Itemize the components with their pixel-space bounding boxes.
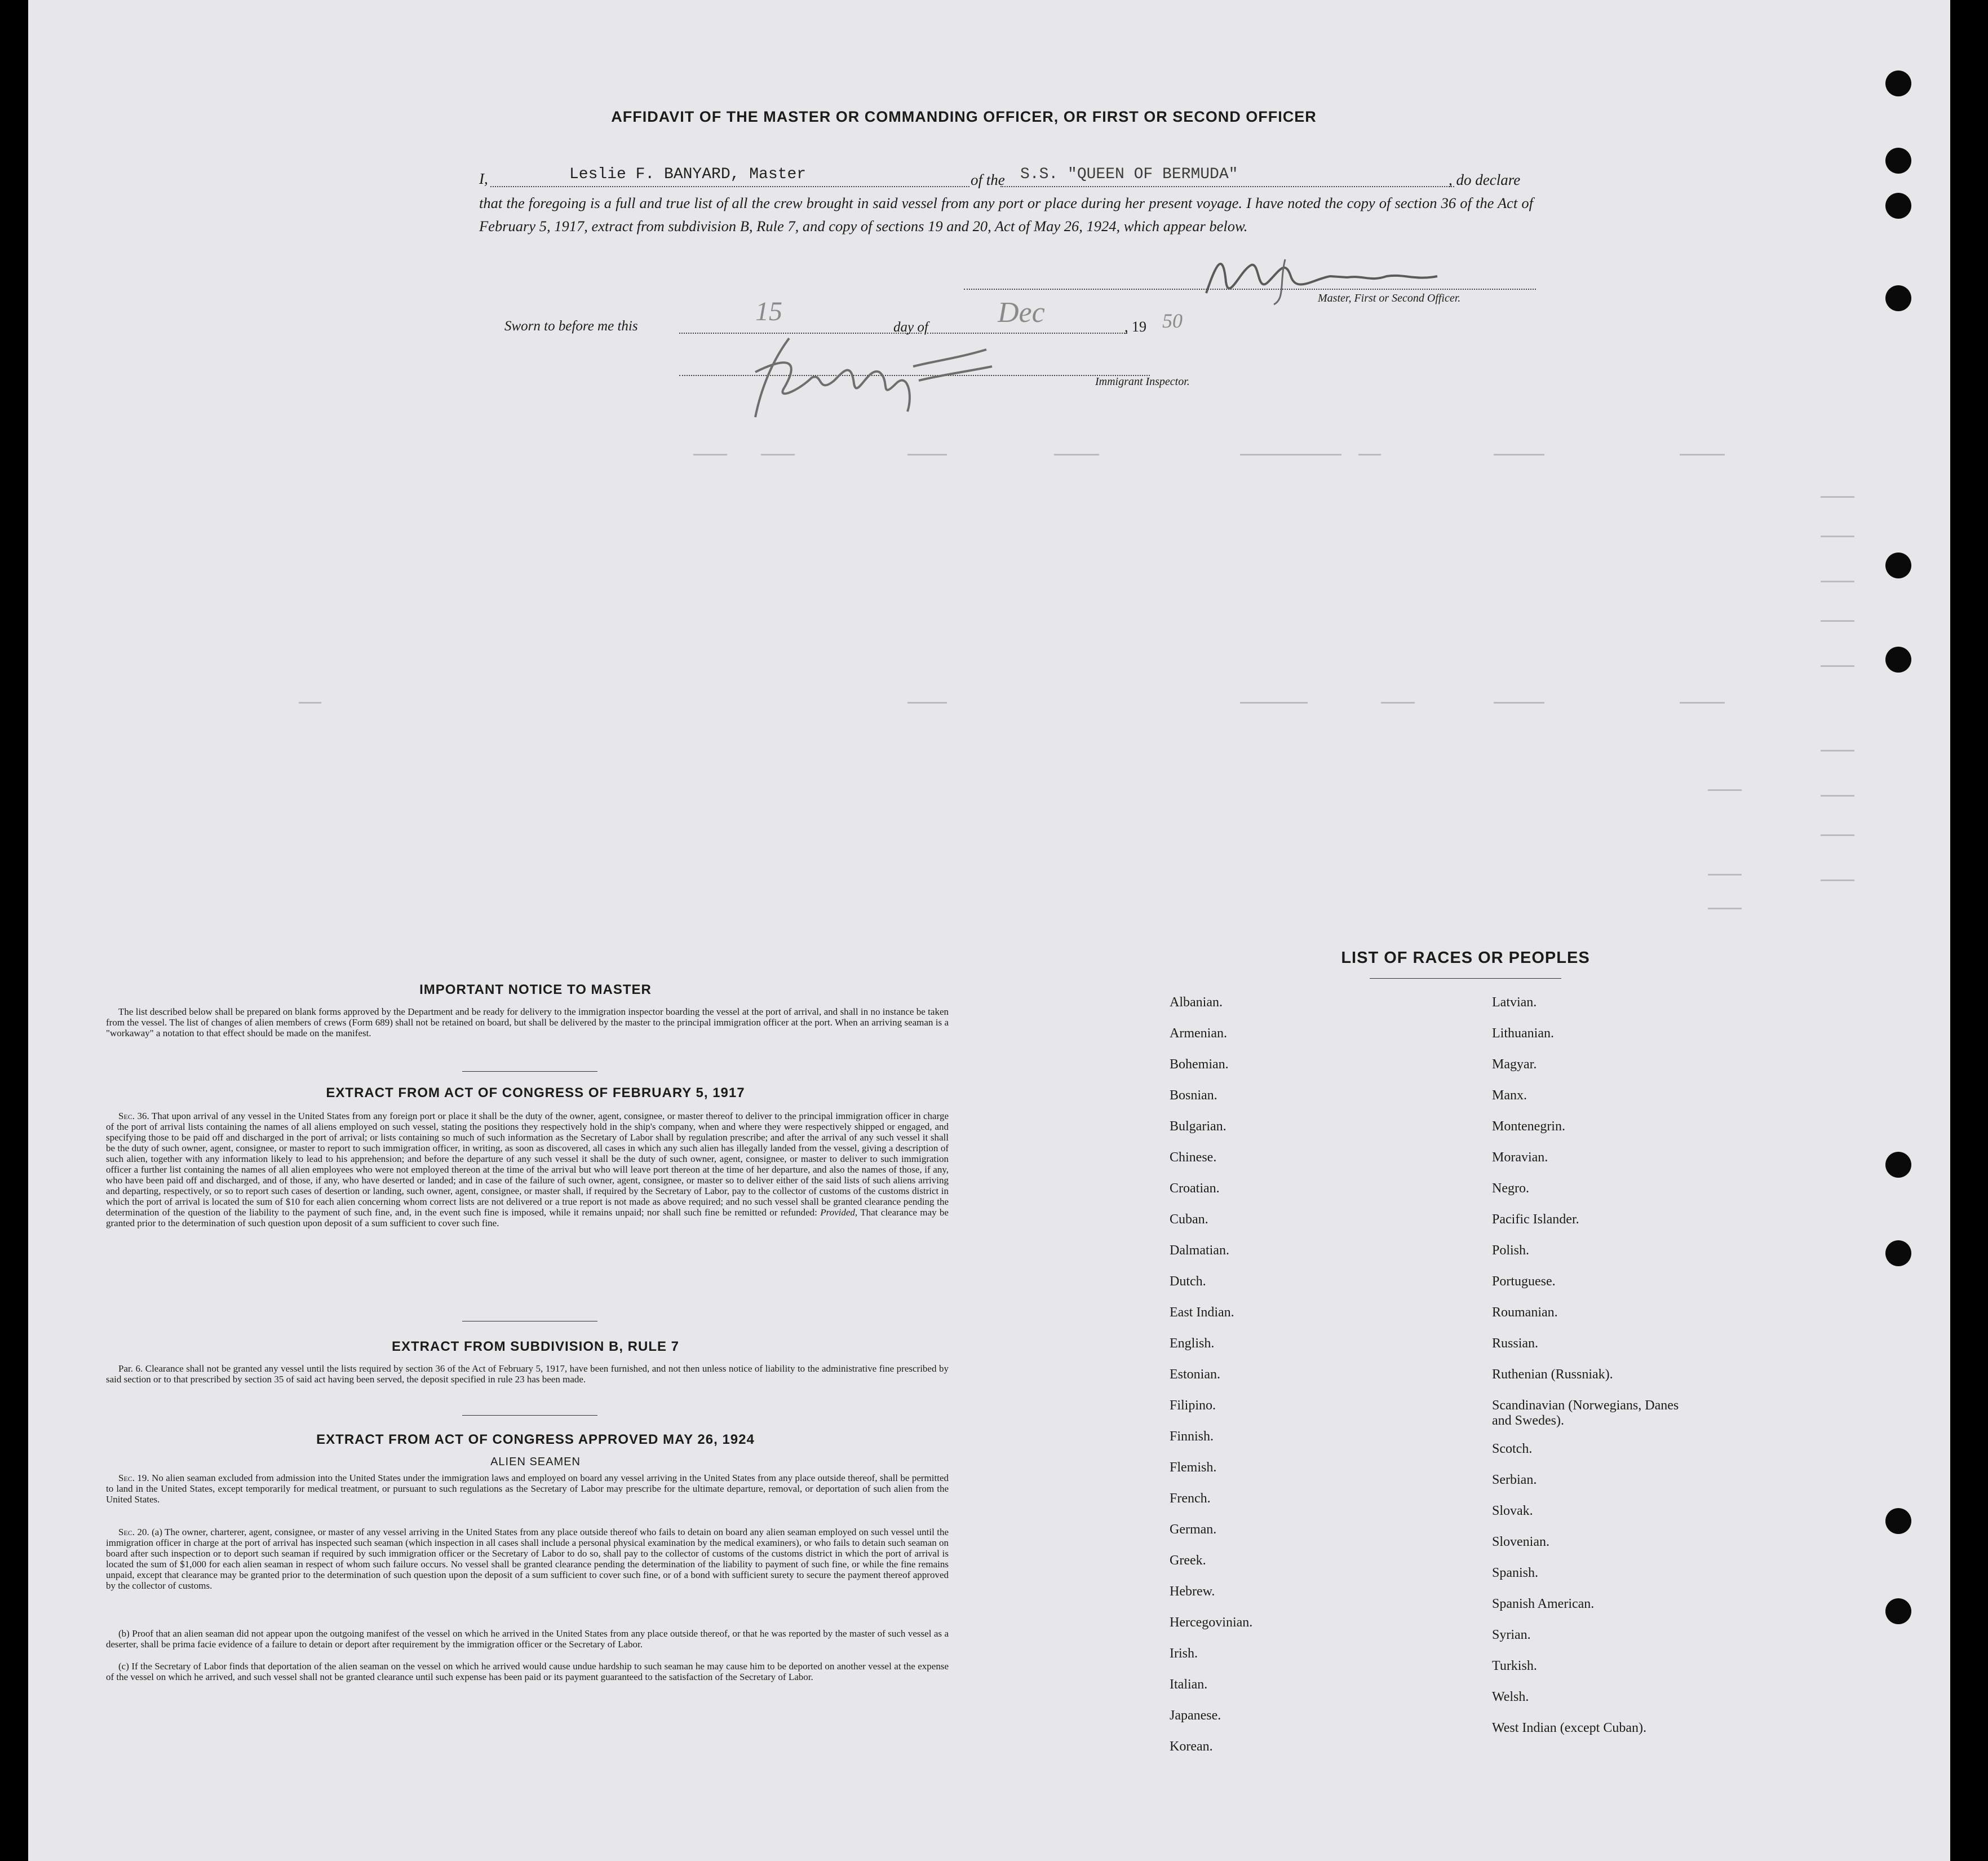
- race-item: Portuguese.: [1492, 1274, 1556, 1289]
- extract-1917-title: EXTRACT FROM ACT OF CONGRESS OF FEBRUARY 5, 1917: [326, 1085, 745, 1100]
- race-item: Turkish.: [1492, 1659, 1537, 1673]
- year-suffix: 50: [1162, 310, 1183, 332]
- race-item: Lithuanian.: [1492, 1026, 1554, 1041]
- race-item: Filipino.: [1170, 1398, 1216, 1413]
- affidavit-body: that the foregoing is a full and true list of all the crew brought in said vessel from any port or place during her present voyage. I have noted the copy of section 36 of the Act of February 5, 1917, extract from subdivision B, Rule 7, and copy of sections 19 and 20, Act of May 26, 1924, which appear below.: [479, 195, 1533, 235]
- races-title: LIST OF RACES OR PEOPLES: [1341, 949, 1590, 967]
- race-item: Serbian.: [1492, 1473, 1537, 1487]
- race-item: Magyar.: [1492, 1057, 1537, 1072]
- race-item: Bulgarian.: [1170, 1119, 1227, 1134]
- race-item: Croatian.: [1170, 1181, 1220, 1196]
- affidavit-title: AFFIDAVIT OF THE MASTER OR COMMANDING OFFICER, OR FIRST OR SECOND OFFICER: [611, 108, 1317, 125]
- sec36-label: Sec. 36.: [118, 1111, 149, 1121]
- race-item: Bohemian.: [1170, 1057, 1229, 1072]
- race-item: Estonian.: [1170, 1367, 1220, 1382]
- race-item: German.: [1170, 1522, 1217, 1537]
- punch-hole: [1885, 647, 1911, 673]
- punch-hole: [1885, 1152, 1911, 1178]
- i-label: I,: [479, 170, 488, 187]
- sworn-day: 15: [755, 297, 782, 326]
- punch-hole: [1885, 70, 1911, 96]
- sec20b-text: (b) Proof that an alien seaman did not appear upon the outgoing manifest of the vessel on which he arrived in the United States from any place outside thereof, or that he was reported by the master of such vessel as a deserter, shall be prima facie evidence of a failure to detain or deport after requirement by the immigration officer or the Secretary of Labor.: [106, 1628, 949, 1650]
- of-the-label: of the: [971, 171, 1005, 188]
- extract-1917-text: [106, 1111, 949, 1228]
- race-item: Ruthenian (Russniak).: [1492, 1367, 1613, 1382]
- race-item: Cuban.: [1170, 1212, 1208, 1227]
- sworn-month: Dec: [998, 297, 1045, 329]
- sec19-text: [106, 1473, 949, 1505]
- race-item: Syrian.: [1492, 1628, 1531, 1642]
- race-item: Chinese.: [1170, 1150, 1217, 1165]
- race-item: Spanish American.: [1492, 1597, 1595, 1611]
- sec19-label: Sec. 19.: [118, 1473, 149, 1483]
- vessel-name: S.S. "QUEEN OF BERMUDA": [1020, 166, 1238, 183]
- race-item: Italian.: [1170, 1677, 1208, 1692]
- race-item: Flemish.: [1170, 1460, 1217, 1475]
- punch-hole: [1885, 285, 1911, 311]
- sec36-body: That upon arrival of any vessel in the United States from any foreign port or place it shall be the duty of the owner, agent, consignee, or master thereof to deliver to the principal immigration officer in charge of the port of arrival lists containing the names of all aliens employed on such vessel, stating the positions they respectively hold in the ship's company, when and where they were respectively shipped or engaged, and specifying those to be paid off and discharged in the port of arrival; or lists containing so much of such information as the Secretary of Labor shall by regulation prescribe; and after the arrival of any such vessel it shall be the duty of such owner, agent, consignee, or master to report to such immigration officer, in writing, as soon as discovered, all cases in which any such alien has illegally landed from the vessel, giving a description of such alien, together with any information likely to lead to his apprehension; and before the departure of any such vessel it shall be the duty of such owner, agent, consignee, or master to deliver to such immigration officer a further list containing the names of all alien employees who were not employed thereon at the time of the arrival but who will leave port thereon at the time of her departure, and also the names of those, if any, who have been paid off and discharged, and of those, if any, who have deserted or landed; and in case of the failure of such owner, agent, consignee, or master so to deliver either of the said lists of such aliens arriving and departing, respectively, or so to report such cases of desertion or landing, such owner, agent, consignee, or master shall, if required by the Secretary of Labor, pay to the collector of customs of the customs district in which the port of arrival is located the sum of $10 for each alien concerning whom correct lists are not delivered or a true report is not made as above required; and no such vessel shall be granted clearance pending the determination of the question of the liability to the payment of such fine, and, in the event such fine is imposed, while it remains unpaid; nor shall such fine be remitted or refunded:: [106, 1111, 949, 1218]
- manifest-page: [28, 0, 1950, 1861]
- race-item: Slovenian.: [1492, 1535, 1549, 1549]
- inspector-caption: Immigrant Inspector.: [1095, 375, 1190, 388]
- punch-hole: [1885, 148, 1911, 174]
- race-item: Montenegrin.: [1492, 1119, 1565, 1134]
- inspector-signature: [721, 327, 1015, 423]
- race-item: Hebrew.: [1170, 1584, 1215, 1599]
- race-item: Greek.: [1170, 1553, 1206, 1568]
- master-signature-caption: Master, First or Second Officer.: [1318, 292, 1461, 304]
- race-item: Roumanian.: [1492, 1305, 1558, 1320]
- extract-1924-title: EXTRACT FROM ACT OF CONGRESS APPROVED MAY 26, 1924: [316, 1432, 755, 1447]
- sworn-label: Sworn to before me this: [504, 319, 638, 334]
- race-item: Slovak.: [1492, 1504, 1533, 1518]
- punch-hole: [1885, 552, 1911, 578]
- race-item: Dalmatian.: [1170, 1243, 1229, 1258]
- rule7-title: EXTRACT FROM SUBDIVISION B, RULE 7: [391, 1339, 680, 1354]
- race-item: Latvian.: [1492, 995, 1537, 1010]
- race-item: Polish.: [1492, 1243, 1530, 1258]
- race-item: English.: [1170, 1336, 1215, 1351]
- do-declare-label: , do declare: [1449, 171, 1521, 188]
- sec20-label: Sec. 20.: [118, 1527, 149, 1537]
- punch-hole: [1885, 193, 1911, 219]
- proviso-text: That clearance may be granted prior to the determination of such question upon deposit of a sum sufficient to cover such fine.: [106, 1207, 949, 1228]
- notice-text: The list described below shall be prepared on blank forms approved by the Department and be ready for delivery to the immigration inspector boarding the vessel at the port of arrival, and shall in no instance be taken from the vessel. The list of changes of alien members of crews (Form 689) shall not be retained on board, but shall be delivered by the master to the principal immigration officer at the port. When an arriving seaman is a "workaway" a notation to that effect should be made on the manifest.: [106, 1006, 949, 1038]
- race-item: West Indian (except Cuban).: [1492, 1721, 1646, 1735]
- race-item: Irish.: [1170, 1646, 1198, 1661]
- alien-seamen-subtitle: ALIEN SEAMEN: [490, 1456, 581, 1468]
- race-item: East Indian.: [1170, 1305, 1234, 1320]
- sec20c-text: (c) If the Secretary of Labor finds that deportation of the alien seaman on the vessel on which he arrived would cause undue hardship to such seaman he may cause him to be deported on another vessel at the expense of the vessel on which he arrived, and such vessel shall not be granted clearance until such expense has been paid or its payment guaranteed to the satisfaction of the Secretary of Labor.: [106, 1661, 949, 1682]
- race-item: Finnish.: [1170, 1429, 1214, 1444]
- race-item: Manx.: [1492, 1088, 1527, 1103]
- race-item: Russian.: [1492, 1336, 1539, 1351]
- race-item: Moravian.: [1492, 1150, 1548, 1165]
- master-name: Leslie F. BANYARD, Master: [569, 166, 807, 183]
- race-item: Scotch.: [1492, 1442, 1533, 1456]
- master-name-line: [490, 186, 969, 187]
- race-item: Negro.: [1492, 1181, 1529, 1196]
- rule7-text: Par. 6. Clearance shall not be granted any vessel until the lists required by section 36 of the Act of February 5, 1917, have been furnished, and not then unless notice of liability to the administrative fine prescribed by said section or to that prescribed by section 35 of said act having been served, the deposit specified in rule 23 has been made.: [106, 1363, 949, 1385]
- race-item: Japanese.: [1170, 1708, 1221, 1723]
- race-item: Armenian.: [1170, 1026, 1227, 1041]
- race-item: Albanian.: [1170, 995, 1223, 1010]
- sec19-body: No alien seaman excluded from admission into the United States under the immigration laws and employed on board any vessel arriving in the United States from any place outside thereof, shall be permitted to land in the United States, except temporarily for medical treatment, or pursuant to such regulations as the Secretary of Labor may prescribe for the ultimate departure, removal, or deportation of such alien from the United States.: [106, 1473, 949, 1505]
- race-item: Pacific Islander.: [1492, 1212, 1579, 1227]
- race-item: Hercegovinian.: [1170, 1615, 1253, 1630]
- race-item: Spanish.: [1492, 1566, 1539, 1580]
- race-item: Welsh.: [1492, 1690, 1529, 1704]
- punch-hole: [1885, 1240, 1911, 1266]
- race-item: Korean.: [1170, 1739, 1213, 1754]
- divider: [462, 1415, 597, 1416]
- proviso-label: Provided,: [820, 1207, 858, 1218]
- year-prefix: , 19: [1124, 319, 1146, 335]
- race-item: French.: [1170, 1491, 1211, 1506]
- day-of-label: day of: [893, 320, 928, 335]
- race-item: Dutch.: [1170, 1274, 1206, 1289]
- divider: [462, 1071, 597, 1072]
- sec20a-body: (a) The owner, charterer, agent, consignee, or master of any vessel arriving in the United States from any place outside thereof who fails to detain on board any alien seaman employed on such vessel until the immigration officer in charge at the port of arrival has inspected such seaman (which inspection in all cases shall include a personal physical examination by the medical examiners), or who fails to detain such seaman on board after such inspection or to deport such seaman if required by such immigration officer or the Secretary of Labor to do so, shall pay to the collector of customs of the customs district in which the port of arrival is located the sum of $1,000 for each alien seaman in respect of whom such failure occurs. No vessel shall be granted clearance pending the determination of the liability to payment of such fine, or while the fine remains unpaid, except that clearance may be granted prior to the determination of such question upon the deposit of a sum sufficient to cover such fine, or of a bond with sufficient surety to secure the payment thereof approved by the collector of customs.: [106, 1527, 949, 1591]
- sec20a-text: [106, 1527, 949, 1591]
- vessel-line: [1000, 186, 1454, 187]
- race-item: Bosnian.: [1170, 1088, 1217, 1103]
- notice-title: IMPORTANT NOTICE TO MASTER: [419, 982, 652, 997]
- punch-hole: [1885, 1598, 1911, 1624]
- divider: [1370, 978, 1561, 979]
- race-item: Scandinavian (Norwegians, Danes and Swedes).: [1492, 1398, 1679, 1428]
- punch-hole: [1885, 1508, 1911, 1534]
